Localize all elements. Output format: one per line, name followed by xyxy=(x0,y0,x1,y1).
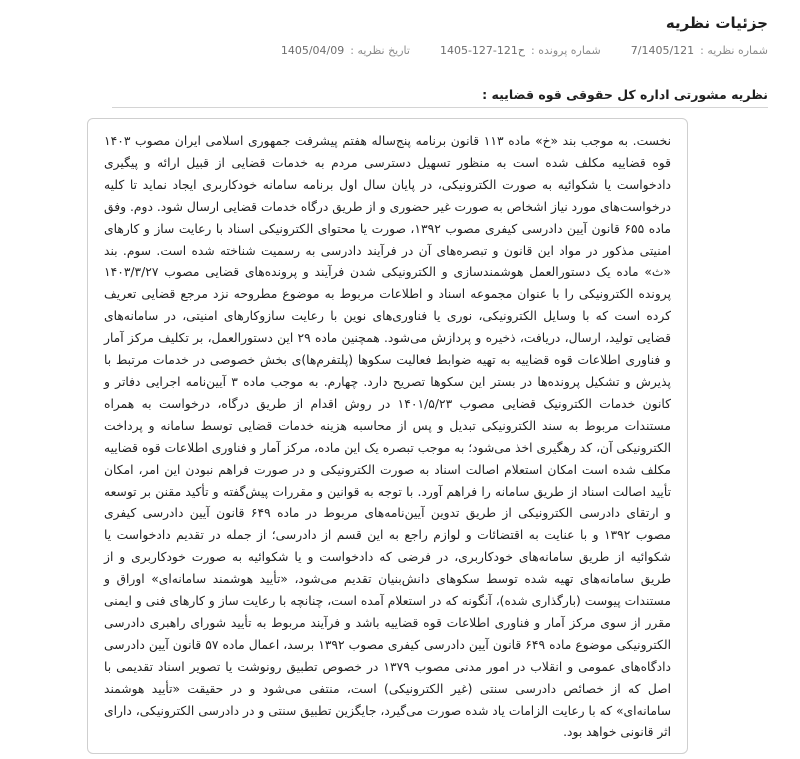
opinion-number xyxy=(631,44,768,57)
page-title: جزئیات نظریه xyxy=(665,14,768,32)
opinion-content-box xyxy=(87,118,688,754)
opinion-number-label: شماره نظریه : xyxy=(700,44,768,57)
file-number xyxy=(440,44,601,57)
opinion-body-text: نخست. به موجب بند «خ» ماده ۱۱۳ قانون برنامه پنج‌ساله هفتم پیشرفت جمهوری اسلامی ایران مصوب ۱۴۰۳ قوه قضاییه مکلف شده است به منظور تسهیل دسترسی مردم به خدمات قضایی از قبیل ارائه و پیگیری دادخواست یا شکوائیه به صورت الکترونیکی، در پایان سال اول برنامه سامانه خودکاربری ایجاد نماید تا کلیه درخواست‌های مورد نیاز اشخاص به صورت غیر حضوری و از طریق درگاه خدمات قضایی ارسال شود. دوم. وفق ماده ۶۵۵ قانون آیین دادرسی کیفری مصوب ۱۳۹۲، صورت یا محتوای الکترونیکی اسناد با رعایت ساز و کارهای امنیتی مذکور در مواد این قانون و تبصره‌های آن در فرآیند دادرسی به رسمیت شناخته شده است. سوم. بند «ث» ماده یک دستورالعمل هوشمندسازی و الکترونیکی شدن فرآیند و پرونده‌های قضایی مصوب ۱۴۰۳/۳/۲۷ پرونده الکترونیکی را با عنوان مجموعه اسناد و اطلاعات مربوط به موضوع مطروحه نزد مرجع قضایی تعریف کرده است که با وسایل الکترونیکی، نوری یا فناوری‌های نوین با رعایت سازوکارهای امنیتی، در سامانه‌های قضایی تولید، ارسال، دریافت، ذخیره و پردازش می‌شود. همچنین ماده ۲۹ این دستورالعمل، بر تکلیف مرکز آمار و فناوری اطلاعات قوه قضاییه به تهیه ضوابط فعالیت سکوها (پلتفرم‌ها)ی بخش خصوصی در خدمات مرتبط با پذیرش و تشکیل پرونده‌ها در بستر این سکوها تصریح دارد. چهارم. به موجب ماده ۳ آیین‌نامه اجرایی دفاتر و کانون خدمات الکترونیک قضایی مصوب ۱۴۰۱/۵/۲۳ در روش اقدام از طریق درگاه، درخواست به همراه مستندات مربوط به سند الکترونیکی تبدیل و پس از محاسبه هزینه خدمات قضایی توسط سامانه و پرداخت الکترونیکی آن، کد رهگیری اخذ می‌شود؛ به موجب تبصره یک این ماده، مرکز آمار و فناوری اطلاعات قوه قضاییه مکلف شده است امکان استعلام اصالت اسناد به صورت الکترونیکی و در صورت فراهم نبودن این امر، امکان تأیید اصالت اسناد از طریق سامانه را فراهم آورد. با توجه به قوانین و مقررات پیش‌گفته و تأکید مقنن بر توسعه و ارتقای دادرسی الکترونیکی از طریق تدوین آیین‌نامه‌های مربوط در ماده ۶۴۹ قانون آیین دادرسی کیفری مصوب ۱۳۹۲ و با عنایت به اقتضائات و لوازم راجع به این قسم از دادرسی؛ از جمله در تقدیم دادخواست یا شکوائیه از طریق سامانه‌های خودکاربری، در فرضی که دادخواست و یا شکوائیه به صورت خودکاربری و از طریق سامانه‌های تهیه شده توسط سکوهای دانش‌بنیان تقدیم می‌شود، «تأیید هوشمند سامانه‌ای» اوراق و مستندات پیوست (بارگذاری شده)، آنگونه که در استعلام آمده است، چنانچه با رعایت ساز و کارهای فنی و ایمنی مقرر از سوی مرکز آمار و فناوری اطلاعات قوه قضاییه باشد و فرآیند مربوط به تأیید شورای راهبری دادرسی الکترونیکی موضوع ماده ۶۴۹ قانون آیین دادرسی کیفری مصوب ۱۳۹۲ برسد، اعمال ماده ۵۷ قانون آیین دادرسی دادگاه‌های عمومی و انقلاب در امور مدنی مصوب ۱۳۷۹ در خصوص تطبیق رونوشت یا تصویر اسناد تقدیمی با اصل که از خصائص دادرسی سنتی (غیر الکترونیکی) است، منتفی می‌شود و در حقیقت «تأیید هوشمند سامانه‌ای» که با رعایت الزامات یاد شده صورت می‌گیرد، جایگزین تطبیق سنتی و در دادرسی الکترونیکی، دارای اثر قانونی خواهد بود. xyxy=(104,134,672,740)
opinion-date xyxy=(281,44,410,57)
file-number-value: 1405-127-121ح xyxy=(439,44,526,57)
section-divider xyxy=(112,107,768,108)
opinion-date-label: تاریخ نظریه : xyxy=(350,44,410,57)
file-number-label: شماره پرونده : xyxy=(531,44,601,57)
opinion-number-value: 7/1405/121 xyxy=(630,44,695,57)
opinion-meta xyxy=(281,44,768,57)
opinion-date-value: 1405/04/09 xyxy=(280,44,345,57)
section-heading: نظریه مشورتی اداره کل حقوقی قوه قضاییه : xyxy=(482,87,768,102)
